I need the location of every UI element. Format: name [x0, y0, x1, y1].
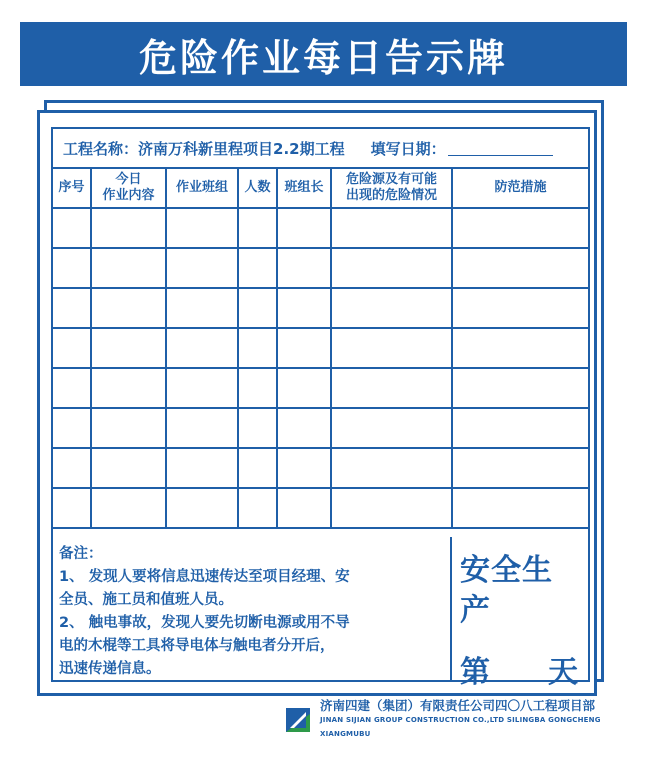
table-row: [53, 448, 588, 488]
table-cell[interactable]: [166, 488, 238, 528]
project-name-value: 济南万科新里程项目2.2期工程: [138, 139, 345, 158]
table-row: [53, 368, 588, 408]
work-table: [53, 169, 588, 529]
note-line-4: 电的木棍等工具将导电体与触电者分开后，: [59, 638, 335, 654]
table-cell[interactable]: [91, 248, 166, 288]
notes-label: 备注：: [59, 546, 103, 562]
company-name-en: JINAN SIJIAN GROUP CONSTRUCTION CO.,LTD SILINGBA GONGCHENG XIANGMUBU: [320, 716, 601, 738]
table-row: [53, 208, 588, 248]
table-cell[interactable]: [53, 408, 91, 448]
col-header-measures: 防范措施: [452, 169, 588, 208]
col-header-index: 序号: [53, 169, 91, 208]
project-name-label: 工程名称：: [63, 139, 139, 158]
table-cell[interactable]: [452, 448, 588, 488]
table-cell[interactable]: [238, 288, 277, 328]
table-cell[interactable]: [238, 208, 277, 248]
notice-form: [51, 127, 590, 690]
table-cell[interactable]: [166, 328, 238, 368]
table-cell[interactable]: [166, 248, 238, 288]
table-cell[interactable]: [331, 248, 452, 288]
table-cell[interactable]: [53, 288, 91, 328]
col-header-team-leader: 班组长: [277, 169, 331, 208]
table-cell[interactable]: [91, 408, 166, 448]
table-cell[interactable]: [238, 448, 277, 488]
note-line-1: 1、 发现人要将信息迅速传达至项目经理、安: [59, 569, 350, 585]
table-cell[interactable]: [277, 408, 331, 448]
safety-day-counter: [460, 653, 582, 693]
table-row: [53, 408, 588, 448]
table-cell[interactable]: [238, 408, 277, 448]
table-cell[interactable]: [277, 368, 331, 408]
note-line-3: 2、 触电事故，发现人要先切断电源或用不导: [59, 615, 350, 631]
table-cell[interactable]: [91, 448, 166, 488]
table-cell[interactable]: [452, 488, 588, 528]
project-row: [53, 129, 588, 169]
table-cell[interactable]: [238, 328, 277, 368]
table-cell[interactable]: [452, 248, 588, 288]
table-cell[interactable]: [91, 488, 166, 528]
table-cell[interactable]: [238, 368, 277, 408]
note-line-5: 迅速传递信息。: [59, 661, 161, 677]
table-cell[interactable]: [166, 408, 238, 448]
table-cell[interactable]: [277, 248, 331, 288]
table-cell[interactable]: [53, 328, 91, 368]
table-cell[interactable]: [277, 488, 331, 528]
table-cell[interactable]: [331, 368, 452, 408]
table-row: [53, 288, 588, 328]
table-cell[interactable]: [452, 208, 588, 248]
table-row: [53, 328, 588, 368]
day-suffix: 天: [548, 655, 578, 690]
col-header-team: 作业班组: [166, 169, 238, 208]
table-cell[interactable]: [53, 448, 91, 488]
table-cell[interactable]: [166, 208, 238, 248]
table-cell[interactable]: [331, 288, 452, 328]
table-cell[interactable]: [91, 288, 166, 328]
table-cell[interactable]: [331, 488, 452, 528]
safety-days-box: [452, 537, 588, 690]
table-cell[interactable]: [166, 448, 238, 488]
title-banner: [20, 22, 627, 86]
table-cell[interactable]: [91, 368, 166, 408]
table-cell[interactable]: [331, 208, 452, 248]
note-line-2: 全员、施工员和值班人员。: [59, 592, 233, 608]
safety-production-label: 安全生产: [460, 553, 553, 628]
table-cell[interactable]: [53, 248, 91, 288]
fill-date-blank[interactable]: [448, 141, 553, 156]
col-header-work-content: 今日 作业内容: [91, 169, 166, 208]
company-name-cn: 济南四建（集团）有限责任公司四〇八工程项目部: [320, 698, 596, 713]
table-header-row: [53, 169, 588, 208]
table-cell[interactable]: [331, 408, 452, 448]
company-logo-icon: [286, 708, 310, 732]
table-cell[interactable]: [277, 448, 331, 488]
table-cell[interactable]: [452, 408, 588, 448]
table-cell[interactable]: [452, 328, 588, 368]
table-cell[interactable]: [53, 488, 91, 528]
table-cell[interactable]: [238, 248, 277, 288]
table-cell[interactable]: [277, 208, 331, 248]
table-cell[interactable]: [277, 288, 331, 328]
table-cell[interactable]: [331, 448, 452, 488]
table-row: [53, 248, 588, 288]
table-cell[interactable]: [166, 368, 238, 408]
page-title: 危险作业每日告示牌: [138, 35, 508, 80]
table-cell[interactable]: [91, 208, 166, 248]
table-cell[interactable]: [166, 288, 238, 328]
table-cell[interactable]: [238, 488, 277, 528]
notes-box: [53, 537, 452, 680]
table-cell[interactable]: [452, 288, 588, 328]
table-body: [53, 208, 588, 528]
bottom-section: [53, 537, 588, 690]
table-cell[interactable]: [277, 328, 331, 368]
table-cell[interactable]: [452, 368, 588, 408]
table-cell[interactable]: [331, 328, 452, 368]
table-cell[interactable]: [53, 368, 91, 408]
table-cell[interactable]: [53, 208, 91, 248]
table-cell[interactable]: [91, 328, 166, 368]
table-row: [53, 488, 588, 528]
col-header-headcount: 人数: [238, 169, 277, 208]
day-prefix: 第: [460, 655, 490, 690]
col-header-hazards: 危险源及有可能 出现的危险情况: [331, 169, 452, 208]
footer: [286, 698, 626, 738]
fill-date-label: 填写日期：: [370, 139, 446, 158]
